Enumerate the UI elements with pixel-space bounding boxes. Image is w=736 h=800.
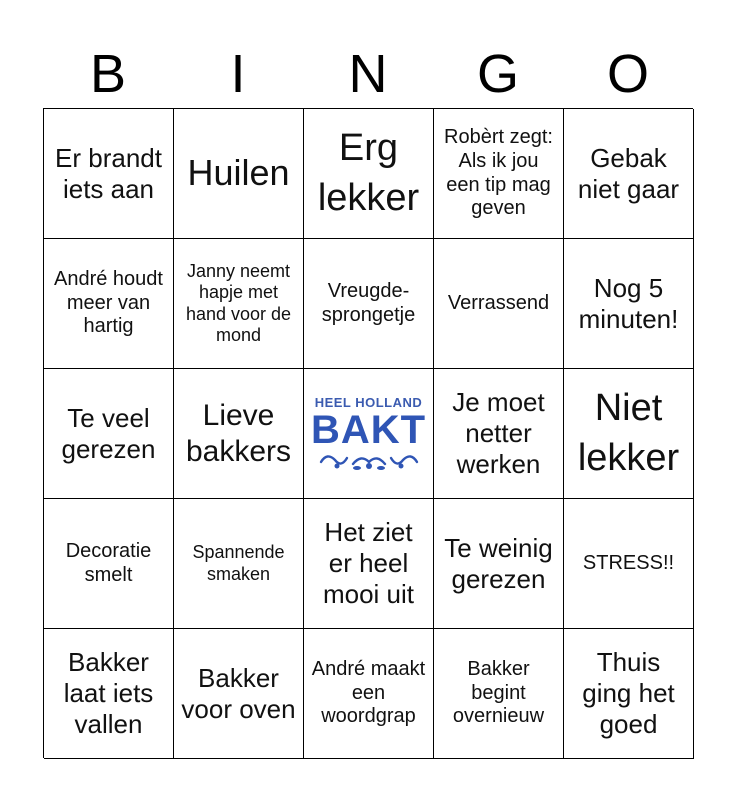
bingo-cell[interactable]: Thuis ging het goed [564,629,694,759]
bingo-cell[interactable]: Verrassend [434,239,564,369]
bingo-cell[interactable]: Vreugde-sprongetje [304,239,434,369]
bingo-cell[interactable]: Robèrt zegt: Als ik jou een tip mag geven [434,109,564,239]
bingo-cell[interactable]: André maakt een woordgrap [304,629,434,759]
header-letter-g: G [476,44,519,104]
bingo-cell[interactable]: André houdt meer van hartig [44,239,174,369]
bingo-cell[interactable]: Spannende smaken [174,499,304,629]
header-letter-b: B [89,44,127,104]
header-letter-i: I [230,44,246,104]
bingo-grid [43,108,693,758]
bingo-cell[interactable]: STRESS!! [564,499,694,629]
heel-holland-bakt-logo [311,388,427,480]
bingo-cell[interactable]: Er brandt iets aan [44,109,174,239]
logo-main-text: BAKT [310,407,427,452]
bingo-cell[interactable]: Decoratie smelt [44,499,174,629]
bingo-cell[interactable]: Gebak niet gaar [564,109,694,239]
bingo-cell[interactable]: Lieve bakkers [174,369,304,499]
bingo-cell[interactable]: Nog 5 minuten! [564,239,694,369]
delft-ornament-icon [317,450,421,472]
logo-top-text: HEEL HOLLAND [314,394,423,410]
bingo-cell[interactable]: Huilen [174,109,304,239]
bingo-header [43,40,693,108]
free-space-cell[interactable] [304,369,434,499]
bingo-cell[interactable]: Janny neemt hapje met hand voor de mond [174,239,304,369]
bingo-cell[interactable]: Niet lekker [564,369,694,499]
header-letter-o: O [606,44,649,104]
bingo-cell[interactable]: Bakker voor oven [174,629,304,759]
bingo-cell[interactable]: Je moet netter werken [434,369,564,499]
bingo-cell[interactable]: Erg lekker [304,109,434,239]
bingo-cell[interactable]: Te weinig gerezen [434,499,564,629]
bingo-cell[interactable]: Bakker laat iets vallen [44,629,174,759]
bingo-cell[interactable]: Het ziet er heel mooi uit [304,499,434,629]
bingo-cell[interactable]: Bakker begint overnieuw [434,629,564,759]
bingo-cell[interactable]: Te veel gerezen [44,369,174,499]
header-letter-n: N [348,44,388,104]
